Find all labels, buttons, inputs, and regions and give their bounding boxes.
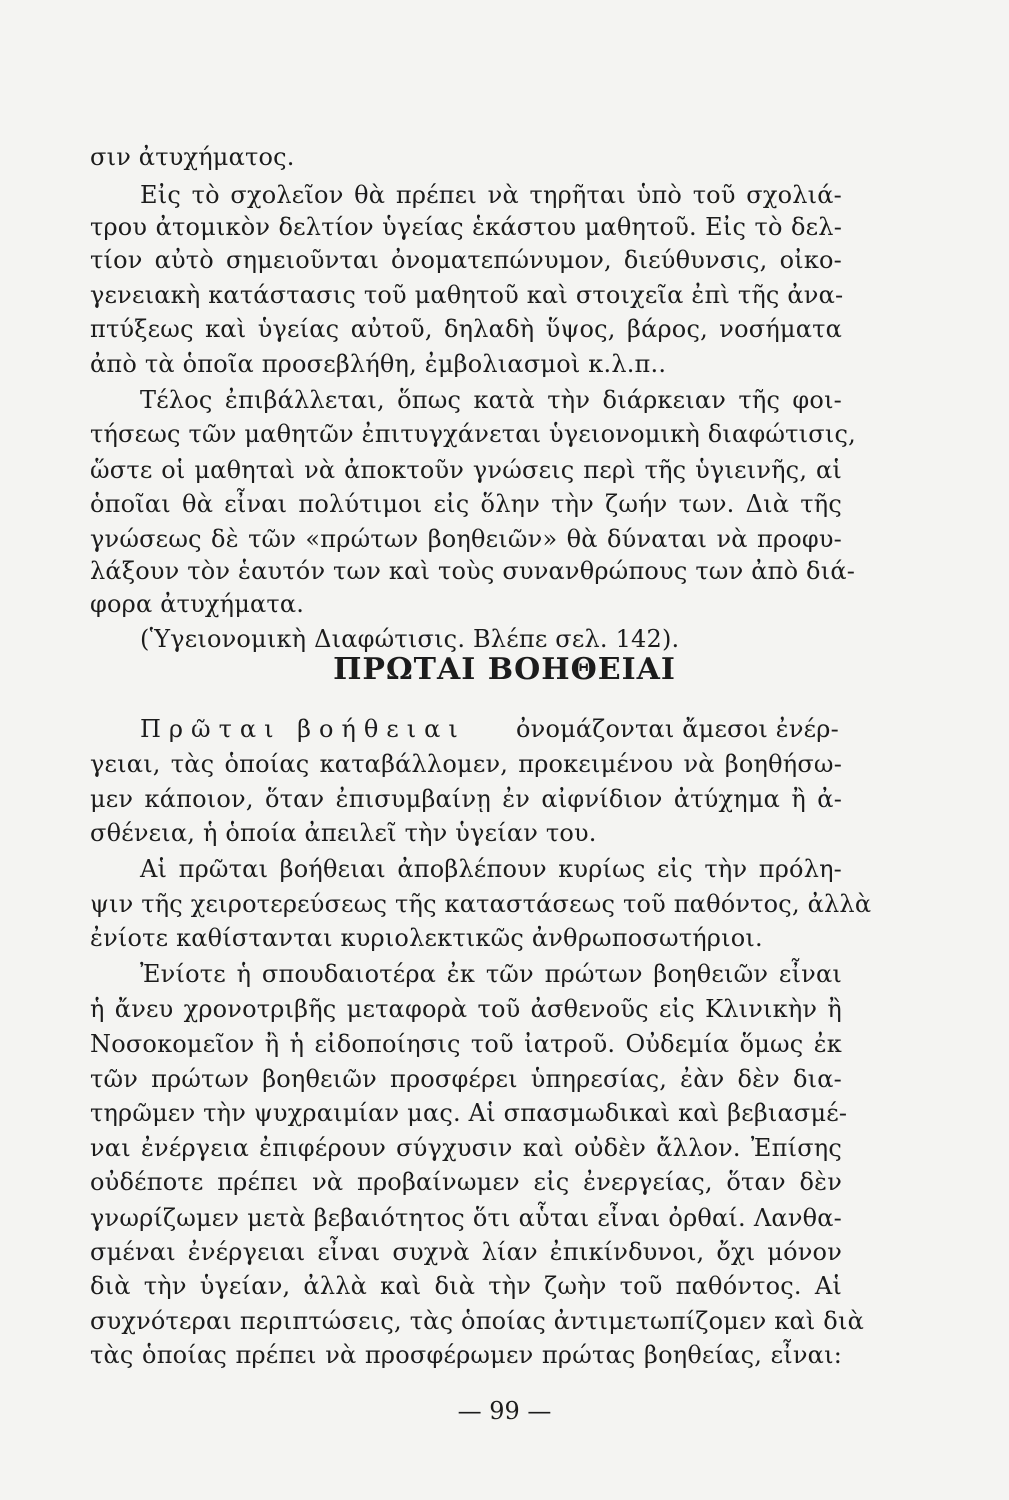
spaced-emphasis-term: Πρῶται βοήθειαι <box>140 715 466 743</box>
text-line: (Ὑγειονομικὴ Διαφώτισις. Βλέπε σελ. 142). <box>140 625 680 653</box>
text-line: γνωρίζωμεν μετὰ βεβαιότητος ὅτι αὗται εἶναι ὀρθαί. Λανθα- <box>90 1204 842 1232</box>
text-line: ὀνομάζονται ἄμεσοι ἐνέρ- <box>516 715 839 743</box>
text-line: γειαι, τὰς ὁποίας καταβάλλομεν, προκειμένου νὰ βοηθήσω- <box>90 750 842 778</box>
text-line: ἐνίοτε καθίστανται κυριολεκτικῶς ἀνθρωποσωτήριοι. <box>90 924 763 952</box>
text-line: μεν κάποιον, ὅταν ἐπισυμβαίνῃ ἐν αἰφνίδιον ἀτύχημα ἢ ἀ- <box>90 785 842 813</box>
text-line: σμέναι ἐνέργειαι εἶναι συχνὰ λίαν ἐπικίνδυνοι, ὄχι μόνον <box>90 1238 842 1266</box>
text-line: ἀπὸ τὰ ὁποῖα προσεβλήθη, ἐμβολιασμοὶ κ.λ.π.. <box>90 350 667 378</box>
text-line: οὐδέποτε πρέπει νὰ προβαίνωμεν εἰς ἐνεργείας, ὅταν δὲν <box>90 1168 842 1196</box>
paragraph-line: Τέλος ἐπιβάλλεται, ὅπως κατὰ τὴν διάρκειαν τῆς φοι- <box>140 386 842 414</box>
paragraph-line: Ἐνίοτε ἡ σπουδαιοτέρα ἐκ τῶν πρώτων βοηθειῶν εἶναι <box>140 960 842 988</box>
paragraph-line: Εἰς τὸ σχολεῖον θὰ πρέπει νὰ τηρῆται ὑπὸ τοῦ σχολιά- <box>140 181 842 209</box>
text-line: γνώσεως δὲ τῶν «πρώτων βοηθειῶν» θὰ δύναται νὰ προφυ- <box>90 525 842 553</box>
text-line: διὰ τὴν ὑγείαν, ἀλλὰ καὶ διὰ τὴν ζωὴν τοῦ παθόντος. Αἱ <box>90 1272 842 1300</box>
text-line: ψιν τῆς χειροτερεύσεως τῆς καταστάσεως τοῦ παθόντος, ἀλλὰ <box>90 890 872 918</box>
paragraph-line: Αἱ πρῶται βοήθειαι ἀποβλέπουν κυρίως εἰς τὴν πρόλη- <box>140 855 842 883</box>
text-line: λάξουν τὸν ἑαυτόν των καὶ τοὺς συνανθρώπους των ἀπὸ διά- <box>90 557 856 585</box>
text-line: συχνότεραι περιπτώσεις, τὰς ὁποίας ἀντιμετωπίζομεν καὶ διὰ <box>90 1307 864 1335</box>
text-line: τηρῶμεν τὴν ψυχραιμίαν μας. Αἱ σπασμωδικαὶ καὶ βεβιασμέ- <box>90 1099 848 1127</box>
text-line: τίον αὐτὸ σημειοῦνται ὀνοματεπώνυμον, διεύθυνσις, οἰκο- <box>90 246 842 274</box>
text-line: σθένεια, ἡ ὁποία ἀπειλεῖ τὴν ὑγείαν του. <box>90 819 597 847</box>
text-line: τρου ἀτομικὸν δελτίον ὑγείας ἑκάστου μαθητοῦ. Εἰς τὸ δελ- <box>90 213 842 241</box>
text-line: ὥστε οἱ μαθηταὶ νὰ ἀποκτοῦν γνώσεις περὶ τῆς ὑγιεινῆς, αἱ <box>90 456 842 484</box>
text-line: πτύξεως καὶ ὑγείας αὐτοῦ, δηλαδὴ ὕψος, βάρος, νοσήματα <box>90 315 842 343</box>
text-line: τήσεως τῶν μαθητῶν ἐπιτυγχάνεται ὑγειονομικὴ διαφώτισις, <box>90 420 856 448</box>
text-line: ὁποῖαι θὰ εἶναι πολύτιμοι εἰς ὅλην τὴν ζωήν των. Διὰ τῆς <box>90 490 842 518</box>
text-line: τὰς ὁποίας πρέπει νὰ προσφέρωμεν πρώτας βοηθείας, εἶναι: <box>90 1341 842 1369</box>
paragraph-line <box>140 714 466 744</box>
section-heading: ΠΡΩΤΑΙ ΒΟΗΘΕΙΑΙ <box>333 652 676 687</box>
text-line: ναι ἐνέργεια ἐπιφέρουν σύγχυσιν καὶ οὐδὲν ἄλλον. Ἐπίσης <box>90 1134 842 1162</box>
text-line: σιν ἀτυχήματος. <box>90 143 295 171</box>
text-line: ἡ ἄνευ χρονοτριβῆς μεταφορὰ τοῦ ἀσθενοῦς εἰς Κλινικὴν ἢ <box>90 995 842 1023</box>
page-number: — 99 — <box>457 1397 552 1425</box>
text-line: γενειακὴ κατάστασις τοῦ μαθητοῦ καὶ στοιχεῖα ἐπὶ τῆς ἀνα- <box>90 281 844 309</box>
text-line: φορα ἀτυχήματα. <box>90 590 305 618</box>
text-line: τῶν πρώτων βοηθειῶν προσφέρει ὑπηρεσίας, ἐὰν δὲν δια- <box>90 1065 842 1093</box>
text-line: Νοσοκομεῖον ἢ ἡ εἰδοποίησις τοῦ ἰατροῦ. Οὐδεμία ὅμως ἐκ <box>90 1030 842 1058</box>
